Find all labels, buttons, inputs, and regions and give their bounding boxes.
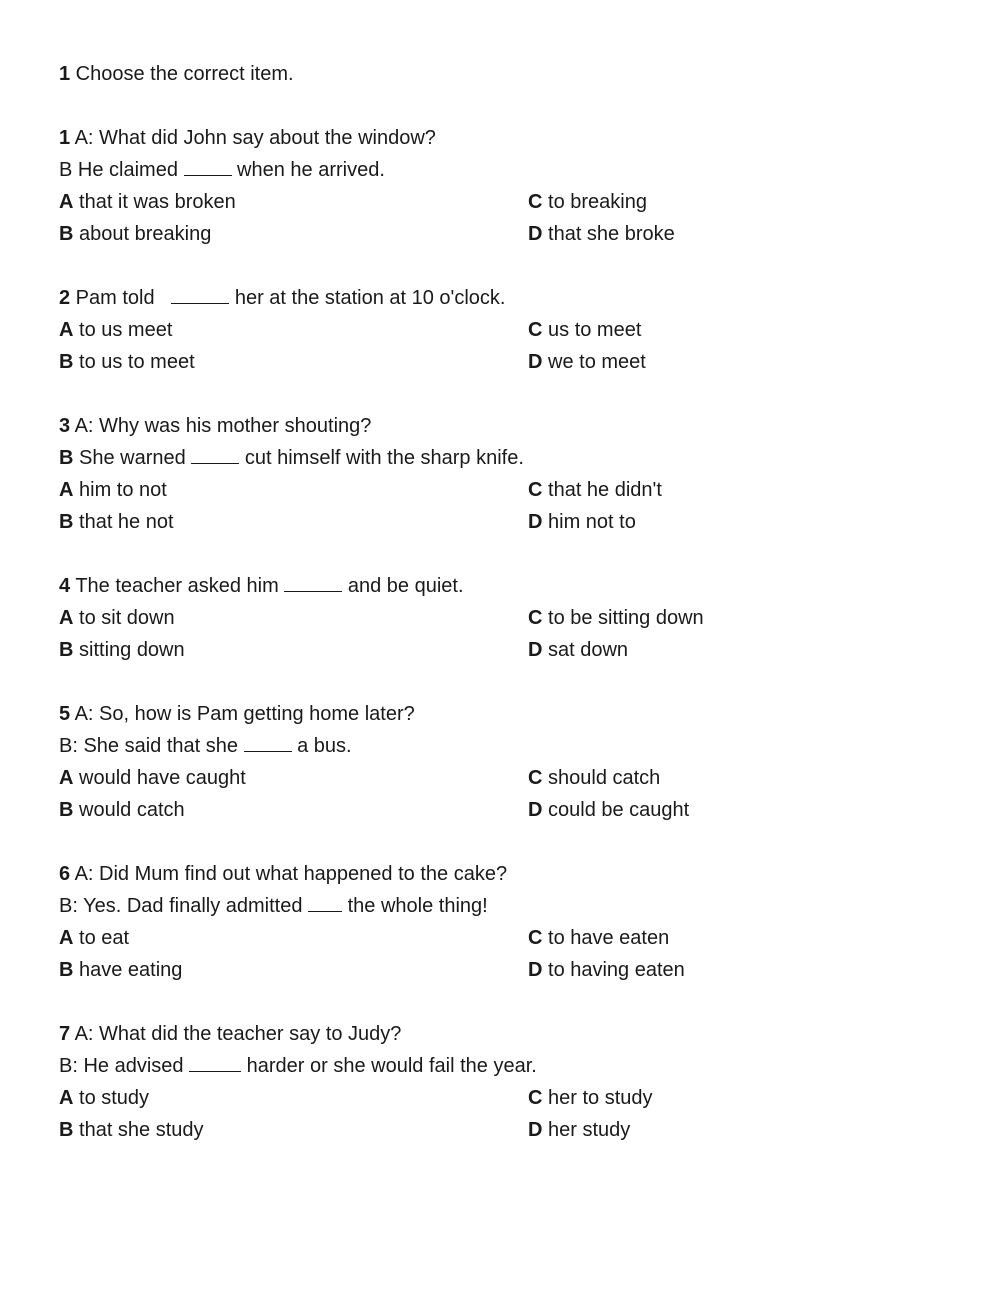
- question-prompt: [59, 122, 959, 154]
- option-letter: C: [528, 607, 543, 629]
- option-d[interactable]: [528, 794, 959, 826]
- option-text: could be caught: [542, 799, 690, 821]
- answer-options: [59, 922, 959, 986]
- option-text: to us meet: [73, 319, 173, 341]
- option-text: about breaking: [73, 223, 212, 245]
- option-text: to be sitting down: [542, 607, 704, 629]
- option-letter: D: [528, 1119, 543, 1141]
- option-text: to eat: [73, 927, 130, 949]
- option-letter: C: [528, 927, 543, 949]
- question-text: A: What did the teacher say to Judy?: [70, 1023, 402, 1045]
- question-number: 1: [59, 127, 71, 149]
- question-number: 4: [59, 575, 71, 597]
- option-text: to have eaten: [542, 927, 670, 949]
- option-d[interactable]: [528, 954, 959, 986]
- worksheet: [59, 58, 959, 1178]
- option-b[interactable]: [59, 218, 528, 250]
- answer-blank: [284, 573, 342, 592]
- option-d[interactable]: [528, 1114, 959, 1146]
- answer-blank: [244, 733, 292, 752]
- option-c[interactable]: [528, 186, 959, 218]
- option-letter: D: [528, 511, 543, 533]
- question-text-after: and be quiet.: [342, 575, 464, 597]
- option-letter: C: [528, 767, 543, 789]
- option-d[interactable]: [528, 506, 959, 538]
- option-letter: C: [528, 479, 543, 501]
- question-block: [59, 858, 959, 986]
- question-number: 7: [59, 1023, 71, 1045]
- option-letter: A: [59, 607, 74, 629]
- option-letter: B: [59, 799, 74, 821]
- option-text: him to not: [73, 479, 167, 501]
- question-number: 5: [59, 703, 71, 725]
- question-block: [59, 410, 959, 538]
- question-text-after: cut himself with the sharp knife.: [239, 447, 524, 469]
- question-number: 6: [59, 863, 71, 885]
- question-number: 3: [59, 415, 71, 437]
- option-a[interactable]: [59, 762, 528, 794]
- option-text: him not to: [542, 511, 636, 533]
- question-text-after: when he arrived.: [231, 159, 385, 181]
- question-text: Pam told: [70, 287, 172, 309]
- question-block: [59, 282, 959, 378]
- option-text: would catch: [73, 799, 185, 821]
- question-text: A: Why was his mother shouting?: [70, 415, 372, 437]
- option-letter: D: [528, 799, 543, 821]
- speaker-label: B: [59, 447, 74, 469]
- option-text: to sit down: [73, 607, 175, 629]
- question-text-after: her at the station at 10 o'clock.: [229, 287, 506, 309]
- option-text: us to meet: [542, 319, 642, 341]
- option-d[interactable]: [528, 346, 959, 378]
- option-text: that she broke: [542, 223, 675, 245]
- option-text: that he didn't: [542, 479, 662, 501]
- option-a[interactable]: [59, 186, 528, 218]
- question-block: [59, 698, 959, 826]
- option-c[interactable]: [528, 1082, 959, 1114]
- answer-options: [59, 186, 959, 250]
- option-text: to having eaten: [542, 959, 685, 981]
- option-letter: C: [528, 191, 543, 213]
- exercise-instruction: Choose the correct item.: [70, 63, 294, 85]
- option-letter: B: [59, 511, 74, 533]
- option-d[interactable]: [528, 218, 959, 250]
- answer-options: [59, 602, 959, 666]
- option-b[interactable]: [59, 1114, 528, 1146]
- question-block: [59, 1018, 959, 1146]
- exercise-heading: [59, 58, 959, 90]
- question-prompt: [59, 282, 959, 314]
- option-text: to study: [73, 1087, 150, 1109]
- question-line: [59, 154, 959, 186]
- option-text: would have caught: [73, 767, 246, 789]
- question-text: B: She said that she: [59, 735, 244, 757]
- option-letter: A: [59, 927, 74, 949]
- option-b[interactable]: [59, 346, 528, 378]
- option-d[interactable]: [528, 634, 959, 666]
- option-text: that he not: [73, 511, 174, 533]
- question-text-after: a bus.: [291, 735, 352, 757]
- option-text: we to meet: [542, 351, 646, 373]
- option-letter: D: [528, 959, 543, 981]
- answer-options: [59, 762, 959, 826]
- option-a[interactable]: [59, 602, 528, 634]
- option-letter: A: [59, 1087, 74, 1109]
- option-letter: C: [528, 1087, 543, 1109]
- option-letter: A: [59, 191, 74, 213]
- question-text-after: the whole thing!: [342, 895, 488, 917]
- question-list: [59, 122, 959, 1146]
- option-letter: B: [59, 1119, 74, 1141]
- option-letter: D: [528, 351, 543, 373]
- option-text: her to study: [542, 1087, 653, 1109]
- option-c[interactable]: [528, 922, 959, 954]
- question-text: A: So, how is Pam getting home later?: [70, 703, 415, 725]
- question-line: [59, 442, 959, 474]
- option-a[interactable]: [59, 922, 528, 954]
- question-prompt: [59, 858, 959, 890]
- question-line: [59, 1050, 959, 1082]
- option-letter: B: [59, 639, 74, 661]
- option-b[interactable]: [59, 634, 528, 666]
- option-text: sat down: [542, 639, 629, 661]
- answer-blank: [184, 157, 232, 176]
- question-text: B: Yes. Dad finally admitted: [59, 895, 309, 917]
- option-c[interactable]: [528, 762, 959, 794]
- question-number: 2: [59, 287, 71, 309]
- answer-options: [59, 1082, 959, 1146]
- question-prompt: [59, 698, 959, 730]
- option-text: to breaking: [542, 191, 647, 213]
- option-text: have eating: [73, 959, 183, 981]
- option-a[interactable]: [59, 314, 528, 346]
- option-text: to us to meet: [73, 351, 195, 373]
- option-text: that it was broken: [73, 191, 236, 213]
- question-line: [59, 730, 959, 762]
- option-letter: D: [528, 639, 543, 661]
- question-text: A: Did Mum find out what happened to the cake?: [70, 863, 508, 885]
- question-text: B: He advised: [59, 1055, 190, 1077]
- question-prompt: [59, 1018, 959, 1050]
- option-letter: A: [59, 479, 74, 501]
- option-letter: D: [528, 223, 543, 245]
- option-b[interactable]: [59, 954, 528, 986]
- question-text: The teacher asked him: [70, 575, 285, 597]
- answer-options: [59, 474, 959, 538]
- option-c[interactable]: [528, 602, 959, 634]
- option-text: should catch: [542, 767, 661, 789]
- question-prompt: [59, 410, 959, 442]
- answer-blank: [171, 285, 229, 304]
- option-b[interactable]: [59, 506, 528, 538]
- exercise-number: 1: [59, 63, 71, 85]
- question-prompt: [59, 570, 959, 602]
- question-text: She warned: [73, 447, 192, 469]
- option-text: that she study: [73, 1119, 204, 1141]
- question-block: [59, 122, 959, 250]
- answer-blank: [191, 445, 239, 464]
- option-a[interactable]: [59, 1082, 528, 1114]
- option-text: sitting down: [73, 639, 185, 661]
- option-b[interactable]: [59, 794, 528, 826]
- option-letter: A: [59, 319, 74, 341]
- answer-blank: [308, 893, 342, 912]
- question-text: B He claimed: [59, 159, 184, 181]
- option-c[interactable]: [528, 474, 959, 506]
- question-text-after: harder or she would fail the year.: [241, 1055, 537, 1077]
- option-c[interactable]: [528, 314, 959, 346]
- option-letter: B: [59, 223, 74, 245]
- option-letter: B: [59, 351, 74, 373]
- question-text: A: What did John say about the window?: [70, 127, 436, 149]
- question-line: [59, 890, 959, 922]
- option-letter: C: [528, 319, 543, 341]
- option-text: her study: [542, 1119, 631, 1141]
- option-letter: B: [59, 959, 74, 981]
- question-block: [59, 570, 959, 666]
- answer-blank: [189, 1053, 241, 1072]
- option-a[interactable]: [59, 474, 528, 506]
- answer-options: [59, 314, 959, 378]
- option-letter: A: [59, 767, 74, 789]
